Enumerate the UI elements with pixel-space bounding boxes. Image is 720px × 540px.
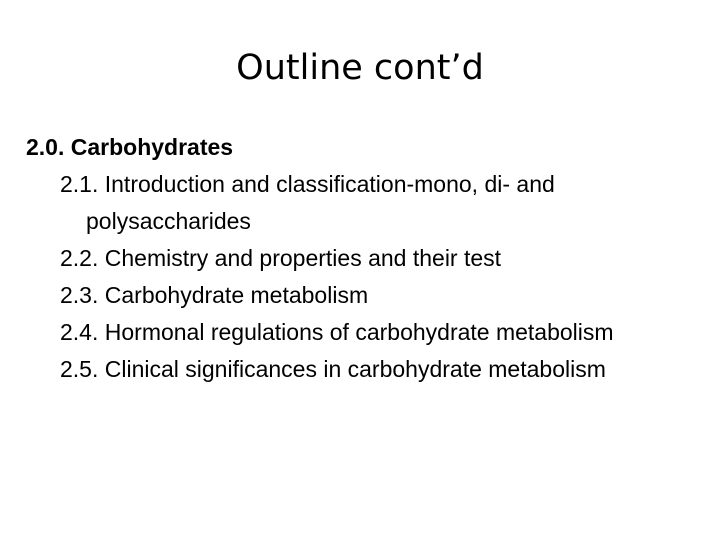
outline-item: 2.4. Hormonal regulations of carbohydrate metabolism: [60, 319, 614, 345]
outline-item: 2.3. Carbohydrate metabolism: [60, 282, 369, 308]
outline-item: 2.2. Chemistry and properties and their test: [60, 245, 502, 271]
outline-item: 2.5. Clinical significances in carbohydrate metabolism: [60, 356, 606, 382]
slide-title: Outline cont’d: [236, 48, 484, 88]
outline-list: [26, 166, 706, 388]
slide-body: [26, 130, 706, 388]
section-heading: 2.0. Carbohydrates: [26, 134, 234, 160]
outline-item: 2.1. Introduction and classification-mono, di- and polysaccharides: [60, 171, 555, 234]
